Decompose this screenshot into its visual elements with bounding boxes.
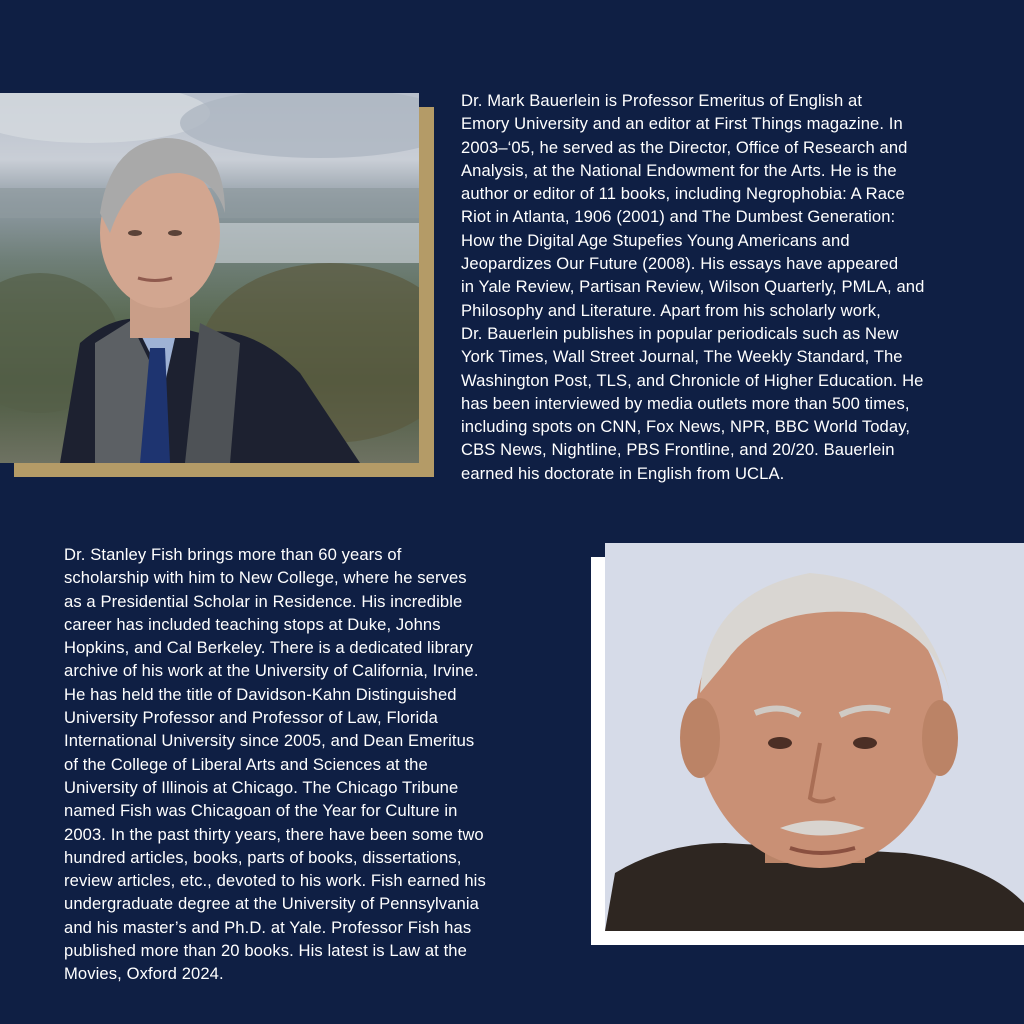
portrait-mark-bauerlein <box>0 93 419 463</box>
bio-stanley-fish: Dr. Stanley Fish brings more than 60 years of scholarship with him to New College, where he serves as a Presidential Scholar in Residence. His incredible career has included teaching stops at Duke, Johns Hopkins, and Cal Berkeley. There is a dedicated library archive of his work at the University of California, Irvine. He has held the title of Davidson-Kahn Distinguished University Professor and Professor of Law, Florida International University since 2005, and Dean Emeritus of the College of Liberal Arts and Sciences at the University of Illinois at Chicago. The Chicago Tribune named Fish was Chicagoan of the Year for Culture in 2003. In the past thirty years, there have been some two hundred articles, books, parts of books, dissertations, review articles, etc., devoted to his work. Fish earned his undergraduate degree at the University of Pennsylvania and his master’s and Ph.D. at Yale. Professor Fish has published more than 20 books. His latest is Law at the Movies, Oxford 2024. <box>64 545 486 984</box>
bio-mark-bauerlein: Dr. Mark Bauerlein is Professor Emeritus of English at Emory University and an editor at First Things magazine. In 2003–‘05, he served as the Director, Office of Research and Analysis, at the National Endowment for the Arts. He is the author or editor of 11 books, including Negrophobia: A Race Riot in Atlanta, 1906 (2001) and The Dumbest Generation: How the Digital Age Stupefies Young Americans and Jeopardizes Our Future (2008). His essays have appeared in Yale Review, Partisan Review, Wilson Quarterly, PMLA, and Philosophy and Literature. Apart from his scholarly work, Dr. Bauerlein publishes in popular periodicals such as New York Times, Wall Street Journal, The Weekly Standard, The Washington Post, TLS, and Chronicle of Higher Education. He has been interviewed by media outlets more than 500 times, including spots on CNN, Fox News, NPR, BBC World Today, CBS News, Nightline, PBS Frontline, and 20/20. Bauerlein earned his doctorate in English from UCLA. <box>461 91 925 483</box>
portrait-stanley-fish <box>605 543 1024 931</box>
portrait-stanley-fish-illustration <box>605 543 1024 931</box>
portrait-mark-bauerlein-illustration <box>0 93 419 463</box>
